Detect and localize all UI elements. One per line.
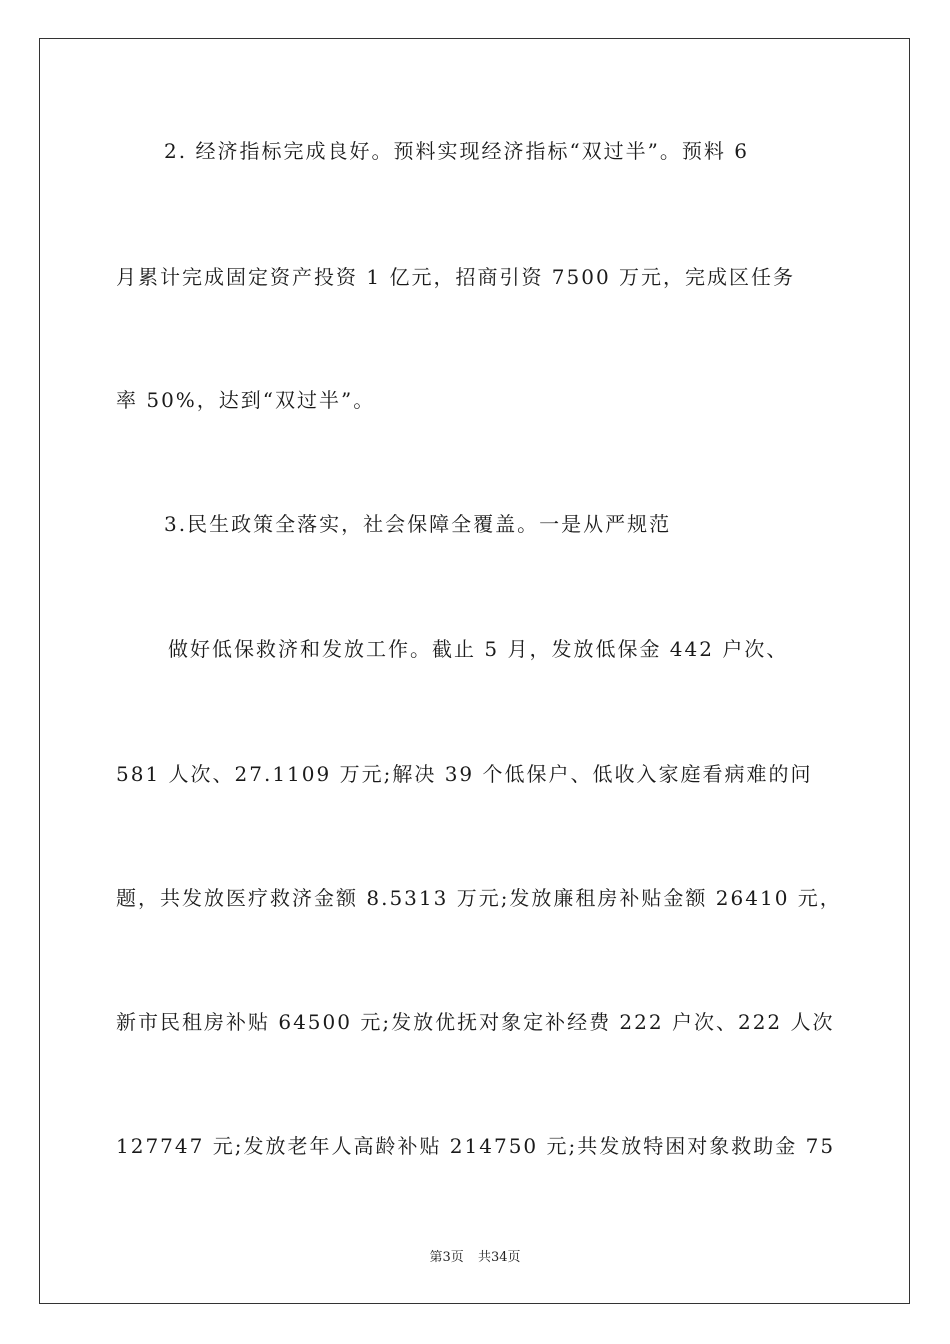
text-line: 127747 元;发放老年人高龄补贴 214750 元;共发放特困对象救助金 75 [116,1134,836,1158]
page-footer [0,1250,950,1266]
current-page-number: 第3页 [429,1250,464,1265]
text-line: 新市民租房补贴 64500 元;发放优抚对象定补经费 222 户次、222 人次 [116,1010,835,1034]
total-page-count: 共34页 [477,1250,521,1265]
text-line: 3.民生政策全落实，社会保障全覆盖。一是从严规范 [164,512,672,536]
page-border [39,38,910,1304]
text-line: 题，共发放医疗救济金额 8.5313 万元;发放廉租房补贴金额 26410 元， [116,886,842,910]
text-line: 月累计完成固定资产投资 1 亿元，招商引资 7500 万元，完成区任务 [116,265,796,289]
text-line: 2. 经济指标完成良好。预料实现经济指标“双过半”。预料 6 [164,139,749,163]
text-line: 581 人次、27.1109 万元;解决 39 个低保户、低收入家庭看病难的问 [116,762,813,786]
text-line: 率 50%，达到“双过半”。 [116,388,376,412]
text-line: 做好低保救济和发放工作。截止 5 月，发放低保金 442 户次、 [168,637,789,661]
